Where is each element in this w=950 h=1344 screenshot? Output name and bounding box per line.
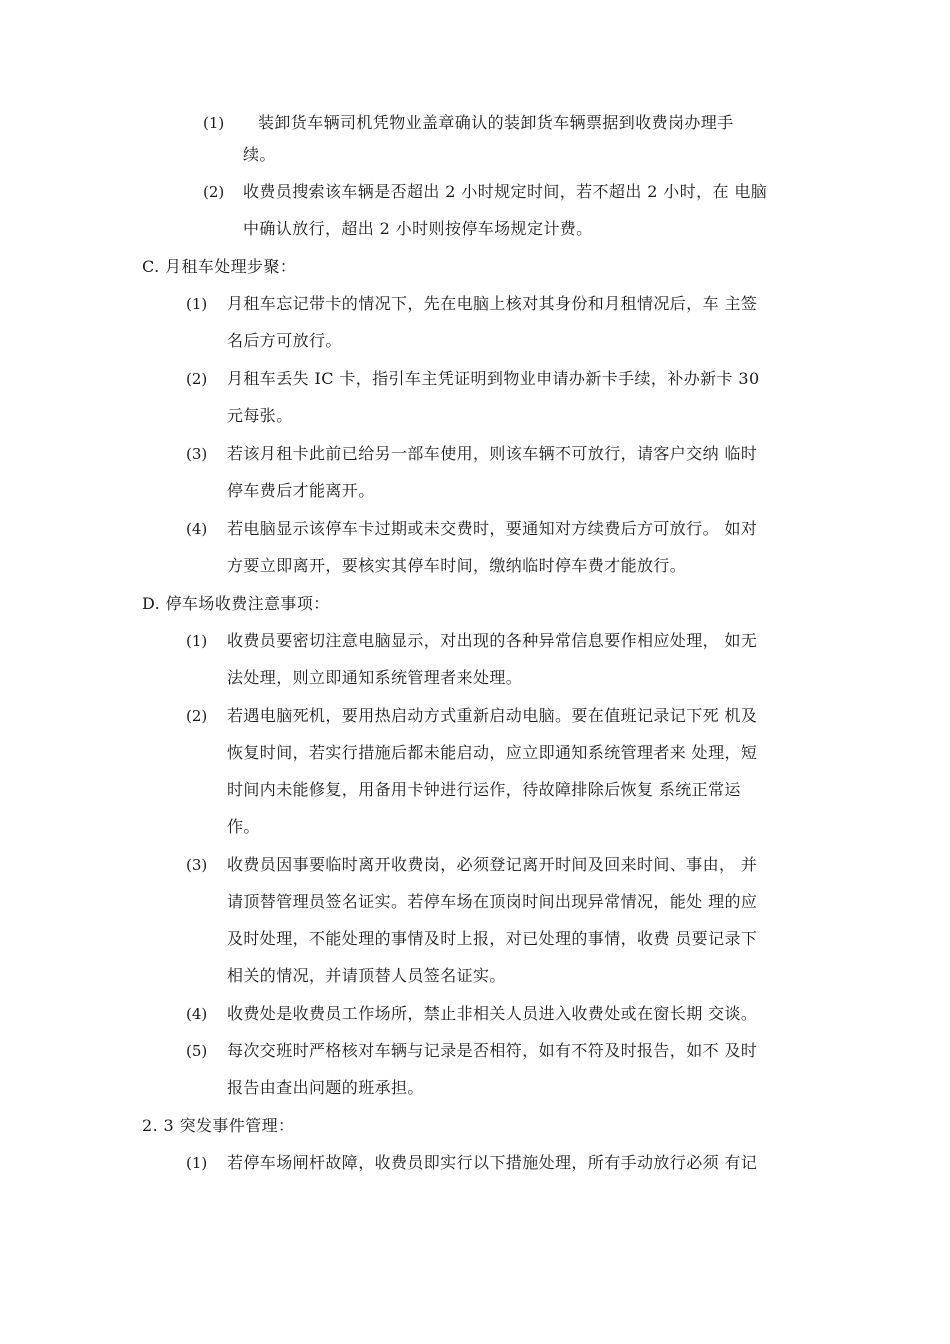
item-number: (2) [203, 183, 225, 201]
item-text-line: 续。 [243, 145, 276, 164]
item-number: (2) [186, 707, 208, 725]
item-number: (3) [186, 856, 208, 874]
item-text-line: 法处理，则立即通知系统管理者来处理。 [227, 668, 523, 687]
item-number: (5) [186, 1042, 208, 1060]
item-number: (2) [186, 370, 208, 388]
item-text-line: 相关的情况，并请顶替人员签名证实。 [227, 966, 506, 985]
item-text-line: 恢复时间，若实行措施后都未能启动，应立即通知系统管理者来 处理，短 [227, 743, 758, 762]
item-text-line: 报告由查出问题的班承担。 [227, 1078, 424, 1097]
item-text-line: 若停车场闸杆故障，收费员即实行以下措施处理，所有手动放行必须 有记 [227, 1153, 758, 1172]
item-text-line: 名后方可放行。 [227, 331, 342, 350]
item-text-line: 收费员要密切注意电脑显示，对出现的各种异常信息要作相应处理， 如无 [227, 631, 758, 650]
item-text-line: 收费员因事要临时离开收费岗，必须登记离开时间及回来时间、事由， 并 [227, 855, 758, 874]
item-text-line: 方要立即离开，要核实其停车时间，缴纳临时停车费才能放行。 [227, 556, 687, 575]
item-number: (1) [186, 1154, 208, 1172]
item-text-line: 若电脑显示该停车卡过期或未交费时，要通知对方续费后方可放行。 如对 [227, 519, 758, 538]
item-text-line: 停车费后才能离开。 [227, 481, 375, 500]
section-heading: 2. 3 突发事件管理： [142, 1116, 295, 1135]
item-text-line: 若该月租卡此前已给另一部车使用，则该车辆不可放行，请客户交纳 临时 [227, 444, 758, 463]
item-number: (4) [186, 520, 208, 538]
item-text-line: 请顶替管理员签名证实。若停车场在顶岗时间出现异常情况，能处 理的应 [227, 892, 758, 911]
item-text-line: 元每张。 [227, 406, 293, 425]
item-text-line: 收费员搜索该车辆是否超出 2 小时规定时间，若不超出 2 小时，在 电脑 [243, 182, 768, 201]
item-text-line: 若遇电脑死机，要用热启动方式重新启动电脑。要在值班记录记下死 机及 [227, 706, 758, 725]
item-number: (4) [186, 1005, 208, 1023]
item-number: (3) [186, 445, 208, 463]
section-heading: D. 停车场收费注意事项： [142, 594, 330, 613]
item-text-line: 作。 [227, 817, 260, 836]
item-text-line: 时间内未能修复，用备用卡钟进行运作，待故障排除后恢复 系统正常运 [227, 780, 741, 799]
item-text-line: 中确认放行，超出 2 小时则按停车场规定计费。 [243, 219, 593, 238]
item-text-line: 月租车丢失 IC 卡，指引车主凭证明到物业申请办新卡手续，补办新卡 30 [227, 369, 760, 388]
item-text-line: 及时处理，不能处理的事情及时上报，对已处理的事情，收费 员要记录下 [227, 929, 758, 948]
item-text-line: 收费处是收费员工作场所，禁止非相关人员进入收费处或在窗长期 交谈。 [227, 1004, 758, 1023]
section-heading: C. 月租车处理步聚： [142, 257, 297, 276]
item-number: (1) [203, 114, 225, 132]
item-text-line: 每次交班时严格核对车辆与记录是否相符，如有不符及时报告，如不 及时 [227, 1041, 758, 1060]
item-text-line: 月租车忘记带卡的情况下，先在电脑上核对其身份和月租情况后，车 主签 [227, 294, 758, 313]
item-text-line: 装卸货车辆司机凭物业盖章确认的装卸货车辆票据到收费岗办理手 [258, 113, 734, 132]
item-number: (1) [186, 632, 208, 650]
item-number: (1) [186, 295, 208, 313]
